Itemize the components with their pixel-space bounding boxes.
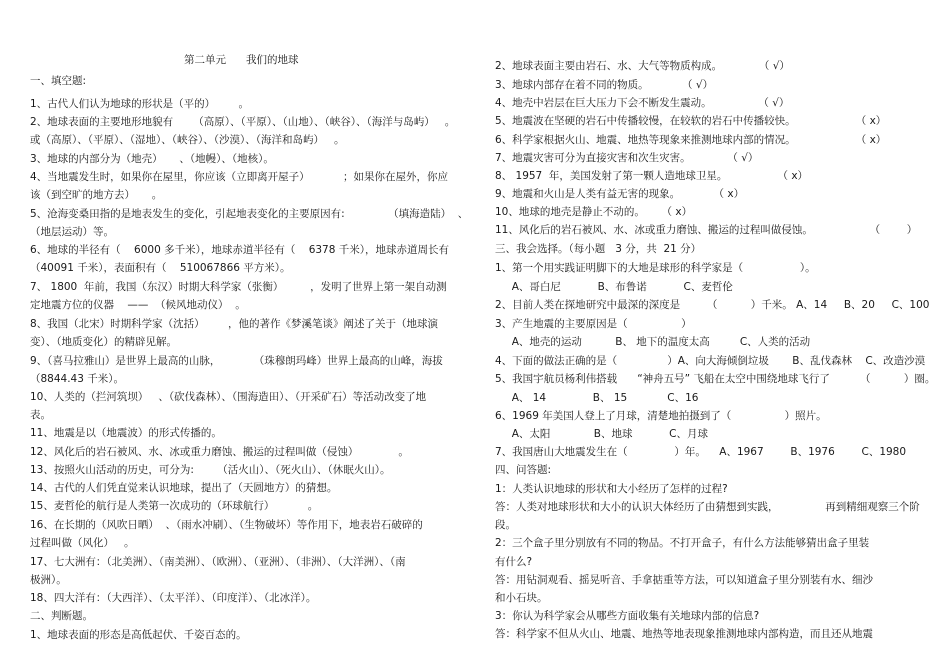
- right-text-line: 5、我国宇航员杨利伟搭载 “神舟五号” 飞船在太空中围绕地球飞行了 （ ）圈。: [495, 373, 936, 385]
- left-text-line: （8844.43 千米）。: [30, 373, 125, 385]
- left-text-line: 该（到空旷的地方去） 。: [30, 189, 163, 201]
- left-text-line: 3、地球的内部分为（地壳） 、（地幔）、（地核）。: [30, 153, 274, 165]
- right-text-line: 四、问答题:: [495, 464, 552, 476]
- left-text-line: 5、沧海变桑田指的是地表发生的变化，引起地表变化的主要原因有: （填海造陆） 、: [30, 208, 469, 220]
- left-text-line: 2、地球表面的主要地形地貌有 （高原）、（平原）、（山地）、（峡谷）、（海洋与岛屿） 。: [30, 116, 456, 128]
- right-text-line: 7、地震灾害可分为直接灾害和次生灾害。 （ √）: [495, 152, 759, 164]
- right-text-line: 8、 1957 年，美国发射了第一颗人造地球卫星。 （ x）: [495, 170, 809, 182]
- left-text-line: 4、当地震发生时，如果你在屋里，你应该（立即离开屋子） ；如果你在屋外，你应: [30, 171, 449, 183]
- right-text-line: 3：你认为科学家会从哪些方面收集有关地球内部的信息?: [495, 610, 760, 622]
- right-text-line: 2：三个盒子里分别放有不同的物品。不打开盒子，有什么方法能够猜出盒子里装: [495, 537, 870, 549]
- left-text-line: 一、填空题:: [30, 75, 87, 87]
- right-text-line: 三、我会选择。（每小题 3 分，共 21 分）: [495, 243, 702, 255]
- unit-title: 第二单元 我们的地球: [184, 54, 299, 66]
- left-text-line: 1、古代人们认为地球的形状是（平的） 。: [30, 98, 250, 110]
- left-text-line: （地层运动）等。: [30, 226, 114, 238]
- right-text-line: 有什么?: [495, 556, 533, 568]
- left-text-line: 极洲）。: [30, 574, 67, 586]
- left-text-line: 15、麦哲伦的航行是人类第一次成功的（环球航行） 。: [30, 500, 319, 512]
- left-text-line: 过程叫做（风化） 。: [30, 537, 135, 549]
- right-text-line: 4、地壳中岩层在巨大压力下会不断发生震动。 （ √）: [495, 97, 790, 109]
- right-text-line: 4、下面的做法正确的是（ ）A、向大海倾倒垃圾 B、乱伐森林 C、改造沙漠: [495, 355, 926, 367]
- left-text-line: 10、人类的（拦河筑坝） 、（砍伐森林）、（围海造田）、（开采矿石）等活动改变了地: [30, 391, 427, 403]
- left-text-line: 定地震方位的仪器 —— （候风地动仪） 。: [30, 299, 246, 311]
- left-text-line: 7、 1800 年前，我国（东汉）时期大科学家（张衡） ，发明了世界上第一架自动测: [30, 281, 447, 293]
- left-text-line: 16、在长期的（风吹日晒） 、（雨水冲刷）、（生物破坏）等作用下，地表岩石破碎的: [30, 519, 423, 531]
- right-text-line: A、 14 B、 15 C、16: [495, 392, 699, 404]
- right-text-line: 3、产生地震的主要原因是（ ）: [495, 318, 692, 330]
- right-text-line: 6、科学家根据火山、地震、地热等现象来推测地球内部的情况。 （ x）: [495, 134, 887, 146]
- left-text-line: 18、四大洋有：（大西洋）、（太平洋）、（印度洋）、（北冰洋）。: [30, 592, 317, 604]
- left-text-line: 1、地球表面的形态是高低起伏、千姿百态的。: [30, 629, 247, 641]
- left-text-line: 或（高原）、（平原）、（湿地）、（峡谷）、（沙漠）、（海洋和岛屿） 。: [30, 134, 345, 146]
- left-text-line: 11、地震是以（地震波）的形式传播的。: [30, 427, 222, 439]
- right-text-line: 答：科学家不但从火山、地震、地热等地表现象推测地球内部构造，而且还从地震: [495, 628, 873, 640]
- left-text-line: 14、古代的人们凭直觉来认识地球，提出了（天圆地方）的猜想。: [30, 482, 338, 494]
- left-text-line: 17、七大洲有：（北美洲）、（南美洲）、（欧洲）、（亚洲）、（非洲）、（大洋洲）、（南: [30, 556, 406, 568]
- right-text-line: 2、地球表面主要由岩石、水、大气等物质构成。 （ √）: [495, 60, 790, 72]
- left-text-line: 6、地球的半径有（ 6000 多千米），地球赤道半径有（ 6378 千米），地球赤道周长有: [30, 244, 449, 256]
- left-text-line: （40091 千米），表面积有（ 510067866 平方米）。: [30, 262, 291, 274]
- right-text-line: 答：用钻洞观看、摇晃听音、手拿掂重等方法，可以知道盒子里分别装有水、细沙: [495, 574, 873, 586]
- left-text-line: 二、判断题。: [30, 610, 93, 622]
- right-text-line: 段。: [495, 519, 516, 531]
- right-text-line: 10、地球的地壳是静止不动的。 （ x）: [495, 206, 693, 218]
- right-text-line: A、哥白尼 B、布鲁诺 C、麦哲伦: [495, 281, 733, 293]
- right-text-line: 2、目前人类在探地研究中最深的深度是 （ ）千米。 A、14 B、20 C、100: [495, 299, 930, 311]
- left-text-line: 9、（喜马拉雅山）是世界上最高的山脉， （珠穆朗玛峰）世界上最高的山峰，海拔: [30, 355, 443, 367]
- left-text-line: 13、按照火山活动的历史，可分为: （活火山）、（死火山）、（休眠火山）。: [30, 464, 391, 476]
- right-text-line: 11、风化后的岩石被风、水、冰或重力磨蚀、搬运的过程叫做侵蚀。 （ ）: [495, 224, 918, 236]
- right-text-line: 9、地震和火山是人类有益无害的现象。 （ x）: [495, 188, 745, 200]
- left-text-line: 表。: [30, 409, 51, 421]
- right-text-line: 7、我国唐山大地震发生在（ ）年。 A、1967 B、1976 C、1980: [495, 446, 907, 458]
- right-text-line: A、地壳的运动 B、 地下的温度太高 C、人类的活动: [495, 336, 811, 348]
- right-text-line: 6、1969 年美国人登上了月球，清楚地拍摄到了（ ）照片。: [495, 410, 827, 422]
- right-text-line: A、太阳 B、地球 C、月球: [495, 428, 709, 440]
- left-text-line: 8、我国（北宋）时期科学家（沈括） ，他的著作《梦溪笔谈》阐述了关于（地球演: [30, 318, 439, 330]
- left-text-line: 变）、（地质变化）的精辟见解。: [30, 336, 177, 348]
- right-text-line: 1、第一个用实践证明脚下的大地是球形的科学家是（ ）。: [495, 262, 816, 274]
- right-text-line: 5、地震波在坚硬的岩石中传播较慢，在较软的岩石中传播较快。 （ x）: [495, 115, 887, 127]
- right-text-line: 1：人类认识地球的形状和大小经历了怎样的过程?: [495, 483, 728, 495]
- left-text-line: 12、风化后的岩石被风、水、冰或重力磨蚀、搬运的过程叫做（侵蚀） 。: [30, 446, 409, 458]
- right-text-line: 3、地球内部存在着不同的物质。 （ √）: [495, 79, 714, 91]
- right-text-line: 和小石块。: [495, 592, 548, 604]
- right-text-line: 答：人类对地球形状和大小的认识大体经历了由猜想到实践， 再到精细观察三个阶: [495, 501, 920, 513]
